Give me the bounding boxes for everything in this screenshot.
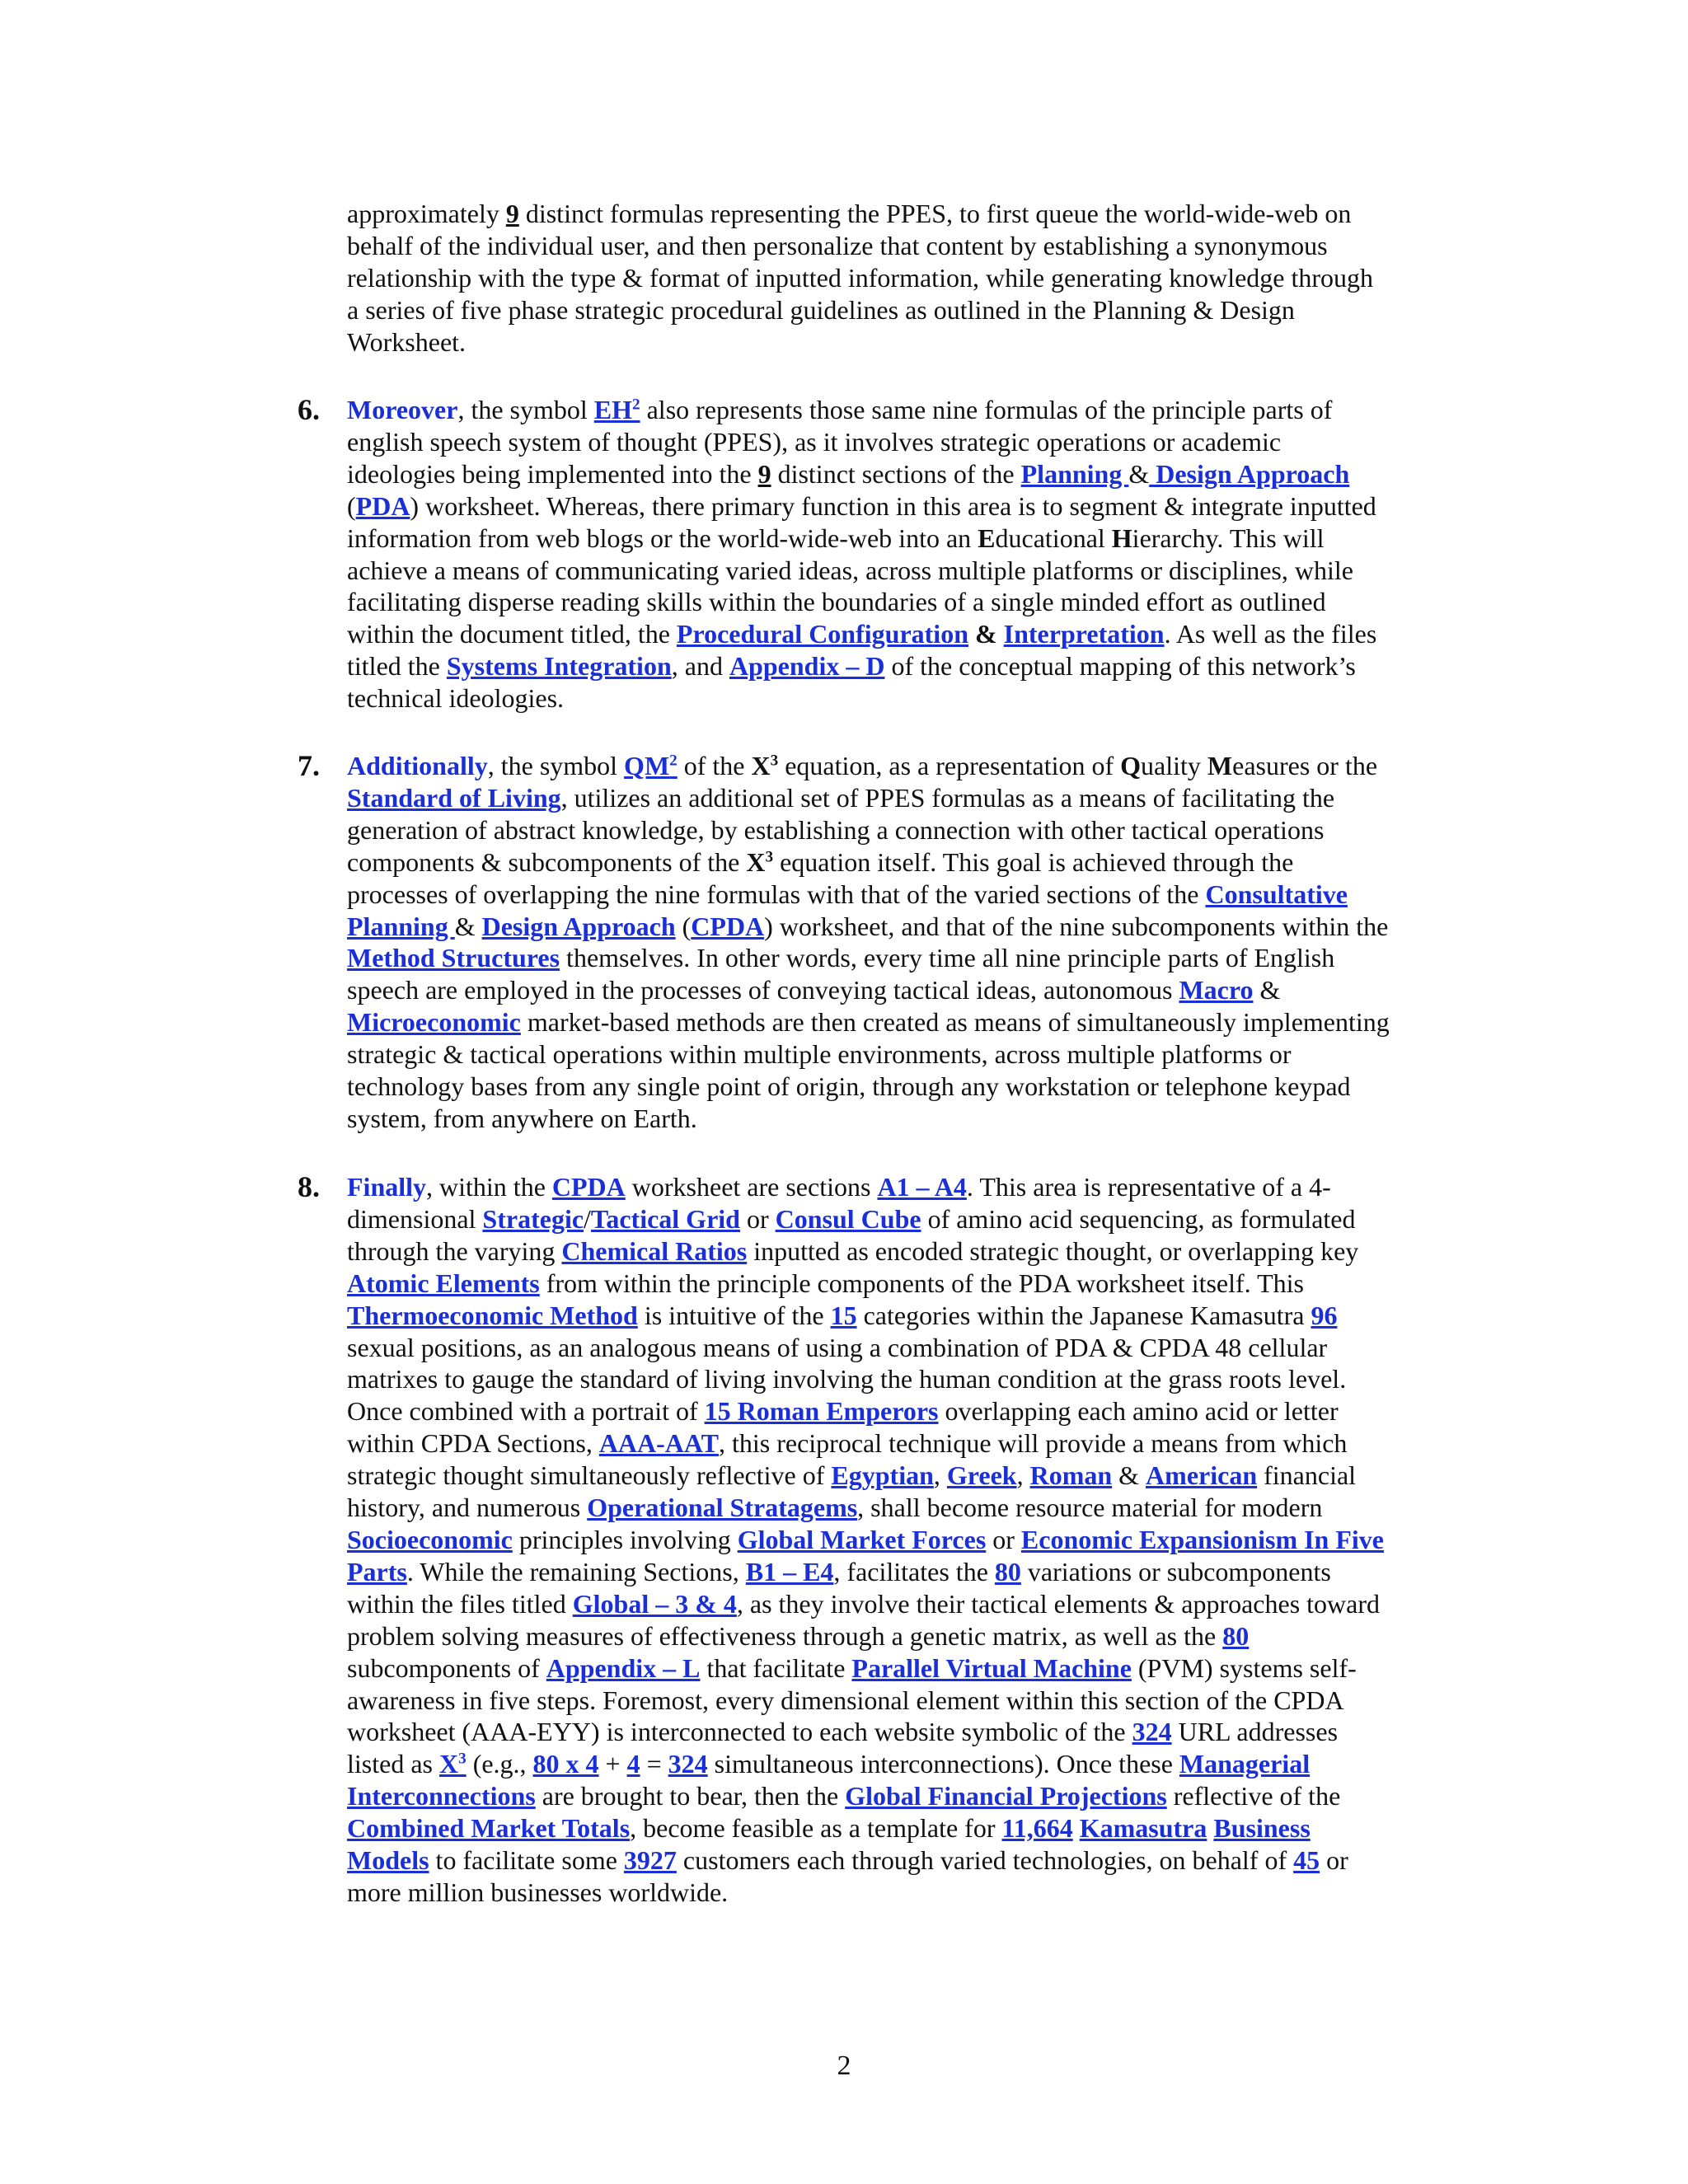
link-4[interactable]: 4 xyxy=(626,1749,640,1779)
link-operational-stratagems[interactable]: Operational Stratagems xyxy=(587,1493,858,1523)
item-number: 7. xyxy=(298,749,320,782)
link-strategic[interactable]: Strategic xyxy=(482,1203,584,1234)
link-qm2[interactable]: $QM^2$ xyxy=(624,751,678,780)
link-design-approach[interactable]: Design Approach xyxy=(1149,458,1350,489)
link-roman[interactable]: Roman xyxy=(1029,1460,1113,1491)
link-socioeconomic[interactable]: Socioeconomic xyxy=(347,1524,513,1554)
link-standard-of-living[interactable]: Standard of Living xyxy=(347,782,561,813)
item-lead-word: Additionally xyxy=(347,751,488,780)
link-cpda[interactable]: CPDA xyxy=(691,911,765,941)
link-consul-cube[interactable]: Consul Cube xyxy=(775,1203,921,1234)
link-managerial[interactable]: Managerial xyxy=(1179,1749,1311,1779)
link-80[interactable]: 80 xyxy=(994,1556,1021,1586)
link-kamasutra[interactable]: Kamasutra xyxy=(1079,1813,1207,1844)
link-eh2[interactable]: $EH^2$ xyxy=(593,395,640,424)
link-design-approach-2[interactable]: Design Approach xyxy=(481,911,676,941)
link-method-structures[interactable]: Method Structures xyxy=(347,943,560,973)
link-b1-e4[interactable]: B1 – E4 xyxy=(745,1556,834,1586)
intro-paragraph: approximately 9 distinct formulas representing the PPES, to first queue the world-wide-web on behalf of the individual user, and then personalize that content by establishing a synonymous relationship with the type & format of inputted information, while generating knowledge through a series of five phase strategic procedural guidelines as outlined in the Planning & Design Worksheet. xyxy=(347,199,1374,357)
link-11664[interactable]: 11,664 xyxy=(1001,1813,1073,1844)
link-80x4[interactable]: 80 x 4 xyxy=(532,1749,599,1779)
link-macro[interactable]: Macro xyxy=(1179,975,1254,1005)
link-96[interactable]: 96 xyxy=(1311,1300,1338,1330)
link-procedural-configuration[interactable]: Procedural Configuration xyxy=(676,619,968,649)
link-business[interactable]: Business xyxy=(1213,1813,1311,1844)
link-parallel-virtual-machine[interactable]: Parallel Virtual Machine xyxy=(851,1652,1132,1683)
link-interconnections[interactable]: Interconnections xyxy=(347,1781,536,1811)
link-economic-expansionism[interactable]: Economic Expansionism In Five xyxy=(1020,1524,1384,1554)
link-15[interactable]: 15 xyxy=(830,1300,857,1330)
item-lead-word: Finally xyxy=(347,1172,427,1202)
link-aaa-aat[interactable]: AAA-AAT xyxy=(598,1428,719,1459)
link-models[interactable]: Models xyxy=(347,1845,429,1876)
link-systems-integration[interactable]: Systems Integration xyxy=(446,651,672,682)
link-chemical-ratios[interactable]: Chemical Ratios xyxy=(561,1235,748,1266)
link-80-2[interactable]: 80 xyxy=(1222,1620,1250,1651)
link-egyptian[interactable]: Egyptian xyxy=(831,1460,934,1491)
link-microeconomic[interactable]: Microeconomic xyxy=(347,1007,521,1038)
item-number: 8. xyxy=(298,1170,320,1203)
item-lead-word: Moreover xyxy=(347,395,458,424)
link-15-roman-emperors[interactable]: 15 Roman Emperors xyxy=(704,1396,939,1427)
link-a1-a4[interactable]: A1 – A4 xyxy=(877,1172,967,1202)
link-45[interactable]: 45 xyxy=(1293,1845,1320,1876)
link-tactical-grid[interactable]: Tactical Grid xyxy=(590,1203,740,1234)
link-atomic-elements[interactable]: Atomic Elements xyxy=(347,1268,540,1298)
link-global-market-forces[interactable]: Global Market Forces xyxy=(737,1524,987,1554)
page-number: 2 xyxy=(837,2050,851,2081)
link-global-financial-projections[interactable]: Global Financial Projections xyxy=(845,1781,1167,1811)
link-324[interactable]: 324 xyxy=(1132,1717,1172,1747)
link-planning-2[interactable]: Planning xyxy=(347,911,455,941)
link-thermoeconomic-method[interactable]: Thermoeconomic Method xyxy=(347,1300,638,1330)
link-appendix-d[interactable]: Appendix – D xyxy=(729,651,885,682)
link-combined-market-totals[interactable]: Combined Market Totals xyxy=(347,1813,631,1844)
link-x3[interactable]: $X^3$ xyxy=(438,1749,467,1779)
link-parts[interactable]: Parts xyxy=(347,1556,407,1586)
link-american[interactable]: American xyxy=(1146,1460,1258,1491)
link-greek[interactable]: Greek xyxy=(946,1460,1017,1491)
list-item-8: 8. Finally, within the CPDA worksheet are sections A1 – A4. This area is representative of a 4- dimensional Strategic/Tactical Grid or Consul Cube of amino acid sequencing, as formulated through the varying Chemical Ratios inputted as encoded strategic thought, or overlapping key Atomic Elements from within the principle components of the PDA worksheet itself. This Thermoeconomic Method is intuitive of the 15 categories within the Japanese Kamasutra 96 sexual positions, as an analogous means of using a combination of PDA & CPDA 48 cellular matrixes to gauge the standard of living involving the human condition at the grass roots level. Once combined with a portrait of 15 Roman Emperors overlapping each amino acid or letter within CPDA Sections, AAA-AAT, this reciprocal technique will provide a means from which strategic thought simultaneously reflective of Egyptian, Greek, Roman & American financial history, and numerous Operational Stratagems, shall become resource material for modern Socioeconomic principles involving Global Market Forces or Economic Expansionism In Five Parts. While the remaining Sections, B1 – E4, facilitates the 80 variations or subcomponents within the files titled Global – 3 & 4, as they involve their tactical elements & approaches toward problem solving measures of effectiveness through a genetic matrix, as well as the 80 subcomponents of Appendix – L that facilitate Parallel Virtual Machine (PVM) systems self- awareness in five steps. Foremost, every dimensional element within this section of the CPDA worksheet (AAA-EYY) is interconnected to each website symbolic of the 324 URL addresses listed as $X^3$ (e.g., 80 x 4 + 4 = 324 simultaneous interconnections). Once these Managerial Interconnections are brought to bear, then the Global Financial Projections reflective of the Combined Market Totals, become feasible as a template for 11,664 Kamasutra Business Models to facilitate some 3927 customers each through varied technologies, on behalf of 45 or more million businesses worldwide. xyxy=(298,1170,1384,1907)
link-cpda-2[interactable]: CPDA xyxy=(551,1172,626,1202)
link-global-3-4[interactable]: Global – 3 & 4 xyxy=(572,1588,737,1619)
link-consultative[interactable]: Consultative xyxy=(1205,879,1348,909)
item-number: 6. xyxy=(298,393,320,426)
link-interpretation[interactable]: Interpretation xyxy=(1003,619,1165,649)
link-3927[interactable]: 3927 xyxy=(623,1845,677,1876)
link-appendix-l[interactable]: Appendix – L xyxy=(546,1652,701,1683)
link-324-2[interactable]: 324 xyxy=(668,1749,708,1779)
link-planning[interactable]: Planning xyxy=(1020,458,1129,489)
list-item-6: 6. Moreover, the symbol $EH^2$ also represents those same nine formulas of the principle parts of english speech system of thought (PPES), as it involves strategic operations or academic ideologies being implemented into the 9 distinct sections of the Planning & Design Approach (PDA) worksheet. Whereas, there primary function in this area is to segment & integrate inputted information from web blogs or the world-wide-web into an Educational Hierarchy. This will achieve a means of communicating varied ideas, across multiple platforms or disciplines, while facilitating disperse reading skills within the boundaries of a single minded effort as outlined within the document titled, the Procedural Configuration & Interpretation. As well as the files titled the Systems Integration, and Appendix – D of the conceptual mapping of this network’s technical ideologies. xyxy=(298,393,1377,714)
link-pda[interactable]: PDA xyxy=(355,490,410,521)
list-item-7: 7. Additionally, the symbol $QM^2$ of the $X^3$ equation, as a representation of Quality Measures or the Standard of Living, utilizes an additional set of PPES formulas as a means of facilitating the generation of abstract knowledge, by establishing a connection with other tactical operations components & subcomponents of the $X^3$ equation itself. This goal is achieved through the processes of overlapping the nine formulas with that of the varied sections of the Consultative Planning & Design Approach (CPDA) worksheet, and that of the nine subcomponents within the Method Structures themselves. In other words, every time all nine principle parts of English speech are employed in the processes of conveying tactical ideas, autonomous Macro & Microeconomic market-based methods are then created as means of simultaneously implementing strategic & tactical operations within multiple environments, across multiple platforms or technology bases from any single point of origin, through any workstation or telephone keypad system, from anywhere on Earth. xyxy=(298,749,1390,1133)
